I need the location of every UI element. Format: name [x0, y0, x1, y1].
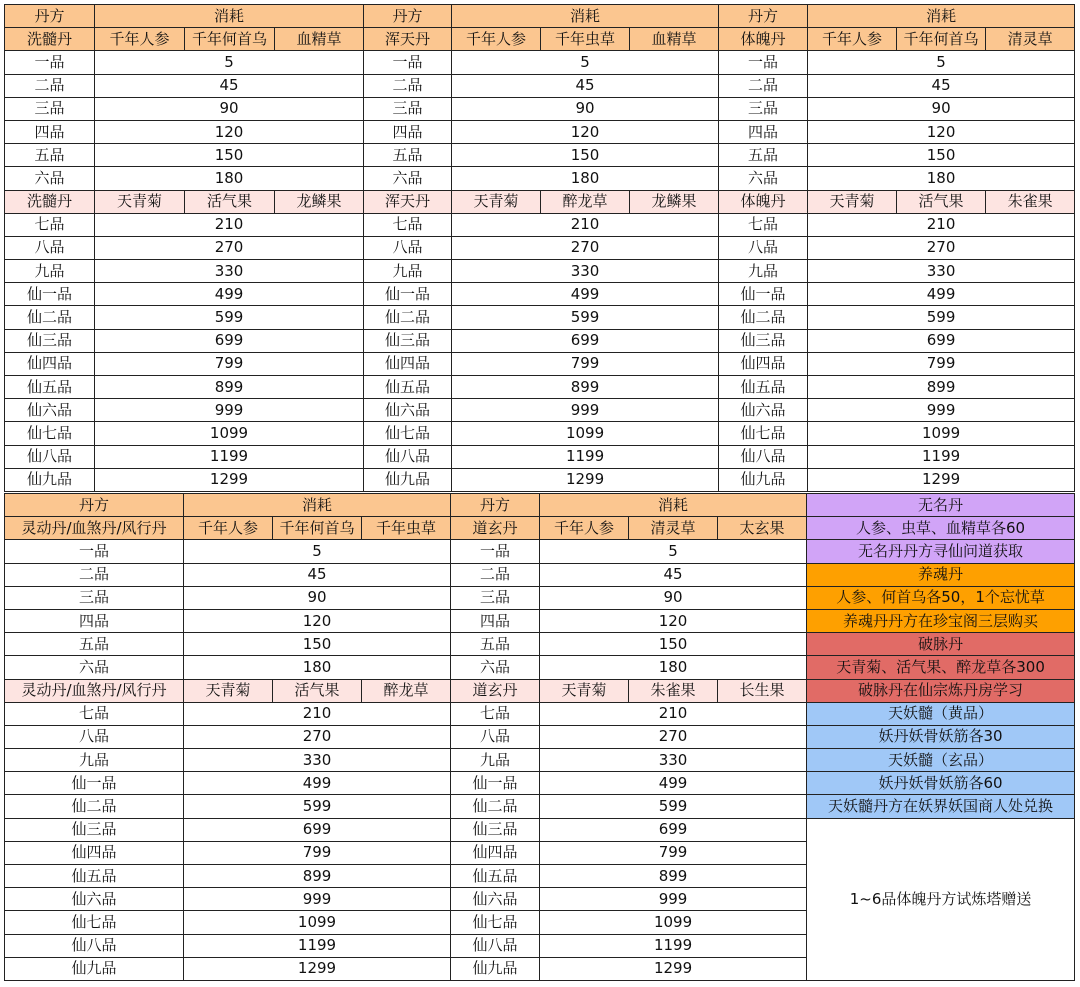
side-note: 妖丹妖骨妖筋各60: [807, 772, 1075, 795]
grade-cell: 仙三品: [719, 329, 808, 352]
cost-cell: 799: [808, 352, 1075, 375]
cost-cell: 45: [452, 74, 719, 97]
cost-cell: 599: [452, 306, 719, 329]
column-header-recipe: 丹方: [451, 494, 540, 517]
grade-cell: 仙八品: [5, 934, 184, 957]
side-note: 天妖髓丹方在妖界妖国商人处兑换: [807, 795, 1075, 818]
cost-cell: 330: [808, 260, 1075, 283]
cost-cell: 799: [95, 352, 364, 375]
grade-cell: 五品: [5, 144, 95, 167]
grade-cell: 仙八品: [451, 934, 540, 957]
grade-cell: 八品: [5, 725, 184, 748]
table-row: [5, 795, 1075, 818]
cost-cell: 45: [95, 74, 364, 97]
table-row: [5, 260, 1075, 283]
grade-cell: 仙二品: [364, 306, 452, 329]
grade-cell: 四品: [719, 120, 808, 143]
cost-cell: 1099: [184, 911, 451, 934]
grade-cell: 仙七品: [451, 911, 540, 934]
grade-cell: 七品: [5, 213, 95, 236]
ingredient-name: 天青菊: [95, 190, 185, 213]
grade-cell: 仙九品: [719, 468, 808, 491]
side-note: 人参、何首乌各50，1个忘忧草: [807, 586, 1075, 609]
table-row: [5, 283, 1075, 306]
header-row: [5, 494, 1075, 517]
cost-cell: 150: [808, 144, 1075, 167]
grade-cell: 仙九品: [451, 957, 540, 980]
cost-cell: 1299: [95, 468, 364, 491]
grade-cell: 八品: [364, 236, 452, 259]
cost-cell: 120: [184, 609, 451, 632]
recipe-name: 灵动丹/血煞丹/风行丹: [5, 679, 184, 702]
cost-cell: 599: [540, 795, 807, 818]
side-note: 人参、虫草、血精草各60: [807, 517, 1075, 540]
cost-cell: 599: [808, 306, 1075, 329]
side-note: 天青菊、活气果、醉龙草各300: [807, 656, 1075, 679]
grade-cell: 仙三品: [5, 818, 184, 841]
grade-cell: 七品: [451, 702, 540, 725]
ingredient-name: 千年虫草: [362, 517, 451, 540]
cost-cell: 180: [184, 656, 451, 679]
table-row: [5, 167, 1075, 190]
grade-cell: 九品: [451, 749, 540, 772]
side-note: 天妖髓（黄品）: [807, 702, 1075, 725]
grade-cell: 四品: [451, 609, 540, 632]
grade-cell: 仙六品: [5, 399, 95, 422]
cost-cell: 210: [808, 213, 1075, 236]
table-row: [5, 120, 1075, 143]
cost-cell: 210: [452, 213, 719, 236]
grade-cell: 仙三品: [5, 329, 95, 352]
side-note: 养魂丹丹方在珍宝阁三层购买: [807, 609, 1075, 632]
grade-cell: 一品: [364, 51, 452, 74]
grade-cell: 二品: [364, 74, 452, 97]
cost-cell: 90: [95, 97, 364, 120]
ingredient-row: [5, 28, 1075, 51]
ingredient-name: 千年人参: [95, 28, 185, 51]
column-header-cost: 消耗: [184, 494, 451, 517]
bottom-recipe-table: [4, 493, 1075, 981]
side-note: 破脉丹在仙宗炼丹房学习: [807, 679, 1075, 702]
recipe-name: 体魄丹: [719, 28, 808, 51]
ingredient-name: 太玄果: [718, 517, 807, 540]
column-header-recipe: 丹方: [719, 5, 808, 28]
column-header-cost: 消耗: [452, 5, 719, 28]
ingredient-name: 血精草: [275, 28, 364, 51]
recipe-name: 洗髓丹: [5, 190, 95, 213]
grade-cell: 七品: [5, 702, 184, 725]
cost-cell: 1199: [452, 445, 719, 468]
cost-cell: 999: [452, 399, 719, 422]
grade-cell: 七品: [364, 213, 452, 236]
cost-cell: 899: [452, 376, 719, 399]
ingredient-name: 醉龙草: [362, 679, 451, 702]
grade-cell: 八品: [719, 236, 808, 259]
grade-cell: 仙二品: [5, 306, 95, 329]
cost-cell: 999: [184, 888, 451, 911]
table-row: [5, 306, 1075, 329]
grade-cell: 仙三品: [364, 329, 452, 352]
cost-cell: 899: [540, 865, 807, 888]
cost-cell: 999: [540, 888, 807, 911]
table-row: [5, 656, 1075, 679]
side-note: 天妖髓（玄品）: [807, 749, 1075, 772]
ingredient-name: 天青菊: [184, 679, 273, 702]
grade-cell: 六品: [5, 167, 95, 190]
ingredient-name: 清灵草: [986, 28, 1075, 51]
cost-cell: 330: [184, 749, 451, 772]
cost-cell: 45: [540, 563, 807, 586]
cost-cell: 599: [184, 795, 451, 818]
cost-cell: 5: [540, 540, 807, 563]
grade-cell: 九品: [364, 260, 452, 283]
ingredient-name: 醉龙草: [541, 190, 630, 213]
cost-cell: 150: [540, 633, 807, 656]
cost-cell: 5: [184, 540, 451, 563]
cost-cell: 699: [452, 329, 719, 352]
recipe-name: 体魄丹: [719, 190, 808, 213]
cost-cell: 330: [452, 260, 719, 283]
cost-cell: 1099: [452, 422, 719, 445]
cost-cell: 120: [540, 609, 807, 632]
recipe-name: 灵动丹/血煞丹/风行丹: [5, 517, 184, 540]
ingredient-name: 龙鳞果: [275, 190, 364, 213]
grade-cell: 三品: [5, 97, 95, 120]
cost-cell: 799: [540, 841, 807, 864]
grade-cell: 仙五品: [364, 376, 452, 399]
grade-cell: 八品: [5, 236, 95, 259]
footer-note: 1~6品体魄丹方试炼塔赠送: [807, 818, 1075, 980]
grade-cell: 八品: [451, 725, 540, 748]
table-row: [5, 236, 1075, 259]
cost-cell: 1199: [95, 445, 364, 468]
grade-cell: 三品: [5, 586, 184, 609]
grade-cell: 仙二品: [5, 795, 184, 818]
cost-cell: 120: [95, 120, 364, 143]
ingredient-row: [5, 190, 1075, 213]
ingredient-name: 千年何首乌: [185, 28, 275, 51]
header-row: [5, 5, 1075, 28]
ingredient-name: 千年虫草: [541, 28, 630, 51]
grade-cell: 九品: [5, 260, 95, 283]
grade-cell: 仙六品: [364, 399, 452, 422]
cost-cell: 270: [808, 236, 1075, 259]
cost-cell: 1199: [540, 934, 807, 957]
cost-cell: 270: [540, 725, 807, 748]
cost-cell: 270: [95, 236, 364, 259]
cost-cell: 210: [184, 702, 451, 725]
cost-cell: 699: [184, 818, 451, 841]
cost-cell: 999: [95, 399, 364, 422]
recipe-name: 浑天丹: [364, 28, 452, 51]
grade-cell: 仙二品: [719, 306, 808, 329]
ingredient-name: 清灵草: [629, 517, 718, 540]
ingredient-name: 千年人参: [808, 28, 897, 51]
grade-cell: 仙九品: [5, 957, 184, 980]
ingredient-name: 天青菊: [452, 190, 541, 213]
grade-cell: 一品: [719, 51, 808, 74]
grade-cell: 仙四品: [5, 841, 184, 864]
cost-cell: 1199: [808, 445, 1075, 468]
table-row: [5, 725, 1075, 748]
table-row: [5, 540, 1075, 563]
grade-cell: 仙二品: [451, 795, 540, 818]
cost-cell: 270: [452, 236, 719, 259]
ingredient-name: 千年人参: [452, 28, 541, 51]
column-header-recipe: 丹方: [5, 5, 95, 28]
grade-cell: 仙七品: [364, 422, 452, 445]
cost-cell: 599: [95, 306, 364, 329]
cost-cell: 45: [808, 74, 1075, 97]
cost-cell: 90: [452, 97, 719, 120]
ingredient-name: 天青菊: [540, 679, 629, 702]
ingredient-name: 龙鳞果: [630, 190, 719, 213]
ingredient-name: 千年人参: [184, 517, 273, 540]
ingredient-name: 活气果: [897, 190, 986, 213]
table-row: [5, 563, 1075, 586]
cost-cell: 120: [808, 120, 1075, 143]
grade-cell: 仙五品: [5, 865, 184, 888]
cost-cell: 499: [184, 772, 451, 795]
cost-cell: 899: [95, 376, 364, 399]
grade-cell: 仙八品: [719, 445, 808, 468]
grade-cell: 仙三品: [451, 818, 540, 841]
grade-cell: 仙四品: [5, 352, 95, 375]
cost-cell: 799: [452, 352, 719, 375]
table-row: [5, 609, 1075, 632]
side-note: 养魂丹: [807, 563, 1075, 586]
cost-cell: 499: [95, 283, 364, 306]
cost-cell: 180: [808, 167, 1075, 190]
table-row: [5, 586, 1075, 609]
cost-cell: 1199: [184, 934, 451, 957]
cost-cell: 5: [452, 51, 719, 74]
side-note: 无名丹: [807, 494, 1075, 517]
table-row: [5, 74, 1075, 97]
ingredient-name: 活气果: [185, 190, 275, 213]
table-row: [5, 633, 1075, 656]
recipe-name: 浑天丹: [364, 190, 452, 213]
grade-cell: 仙八品: [5, 445, 95, 468]
grade-cell: 六品: [451, 656, 540, 679]
table-row: [5, 97, 1075, 120]
grade-cell: 仙六品: [5, 888, 184, 911]
cost-cell: 5: [808, 51, 1075, 74]
recipe-name: 道玄丹: [451, 679, 540, 702]
cost-cell: 150: [184, 633, 451, 656]
grade-cell: 四品: [364, 120, 452, 143]
ingredient-name: 千年何首乌: [897, 28, 986, 51]
cost-cell: 180: [452, 167, 719, 190]
cost-cell: 1299: [540, 957, 807, 980]
ingredient-name: 朱雀果: [629, 679, 718, 702]
column-header-cost: 消耗: [808, 5, 1075, 28]
column-header-cost: 消耗: [95, 5, 364, 28]
grade-cell: 六品: [719, 167, 808, 190]
grade-cell: 一品: [5, 540, 184, 563]
grade-cell: 仙七品: [719, 422, 808, 445]
table-row: [5, 376, 1075, 399]
grade-cell: 九品: [719, 260, 808, 283]
ingredient-name: 活气果: [273, 679, 362, 702]
grade-cell: 仙一品: [451, 772, 540, 795]
grade-cell: 仙五品: [719, 376, 808, 399]
cost-cell: 90: [184, 586, 451, 609]
table-row: [5, 772, 1075, 795]
grade-cell: 仙六品: [719, 399, 808, 422]
cost-cell: 999: [808, 399, 1075, 422]
cost-cell: 799: [184, 841, 451, 864]
grade-cell: 六品: [5, 656, 184, 679]
grade-cell: 仙四品: [364, 352, 452, 375]
top-recipe-table: [4, 4, 1075, 492]
cost-cell: 180: [540, 656, 807, 679]
grade-cell: 一品: [451, 540, 540, 563]
cost-cell: 270: [184, 725, 451, 748]
recipe-name: 洗髓丹: [5, 28, 95, 51]
table-row: [5, 749, 1075, 772]
ingredient-name: 朱雀果: [986, 190, 1075, 213]
grade-cell: 仙八品: [364, 445, 452, 468]
ingredient-name: 长生果: [718, 679, 807, 702]
grade-cell: 仙五品: [5, 376, 95, 399]
side-note: 破脉丹: [807, 633, 1075, 656]
grade-cell: 仙一品: [5, 772, 184, 795]
cost-cell: 699: [95, 329, 364, 352]
table-row: [5, 399, 1075, 422]
side-note: 妖丹妖骨妖筋各30: [807, 725, 1075, 748]
ingredient-name: 千年何首乌: [273, 517, 362, 540]
grade-cell: 三品: [364, 97, 452, 120]
grade-cell: 二品: [5, 563, 184, 586]
grade-cell: 三品: [451, 586, 540, 609]
cost-cell: 1099: [540, 911, 807, 934]
cost-cell: 899: [808, 376, 1075, 399]
cost-cell: 1299: [808, 468, 1075, 491]
grade-cell: 仙九品: [364, 468, 452, 491]
grade-cell: 九品: [5, 749, 184, 772]
grade-cell: 仙七品: [5, 911, 184, 934]
table-row: [5, 51, 1075, 74]
recipe-name: 道玄丹: [451, 517, 540, 540]
table-row: [5, 818, 1075, 841]
grade-cell: 仙一品: [364, 283, 452, 306]
ingredient-name: 血精草: [630, 28, 719, 51]
grade-cell: 二品: [451, 563, 540, 586]
cost-cell: 90: [540, 586, 807, 609]
grade-cell: 四品: [5, 609, 184, 632]
cost-cell: 1099: [95, 422, 364, 445]
column-header-recipe: 丹方: [364, 5, 452, 28]
table-row: [5, 329, 1075, 352]
table-row: [5, 445, 1075, 468]
ingredient-row: [5, 679, 1075, 702]
cost-cell: 499: [540, 772, 807, 795]
grade-cell: 仙四品: [451, 841, 540, 864]
grade-cell: 七品: [719, 213, 808, 236]
grade-cell: 四品: [5, 120, 95, 143]
cost-cell: 180: [95, 167, 364, 190]
grade-cell: 仙四品: [719, 352, 808, 375]
table-row: [5, 213, 1075, 236]
table-row: [5, 422, 1075, 445]
ingredient-name: 天青菊: [808, 190, 897, 213]
cost-cell: 1099: [808, 422, 1075, 445]
cost-cell: 330: [95, 260, 364, 283]
cost-cell: 150: [452, 144, 719, 167]
table-row: [5, 144, 1075, 167]
grade-cell: 二品: [5, 74, 95, 97]
cost-cell: 210: [540, 702, 807, 725]
ingredient-row: [5, 517, 1075, 540]
grade-cell: 一品: [5, 51, 95, 74]
cost-cell: 5: [95, 51, 364, 74]
table-row: [5, 702, 1075, 725]
cost-cell: 45: [184, 563, 451, 586]
cost-cell: 899: [184, 865, 451, 888]
cost-cell: 699: [808, 329, 1075, 352]
cost-cell: 150: [95, 144, 364, 167]
cost-cell: 120: [452, 120, 719, 143]
grade-cell: 五品: [5, 633, 184, 656]
side-note: 无名丹丹方寻仙问道获取: [807, 540, 1075, 563]
grade-cell: 五品: [719, 144, 808, 167]
grade-cell: 五品: [451, 633, 540, 656]
cost-cell: 90: [808, 97, 1075, 120]
grade-cell: 五品: [364, 144, 452, 167]
grade-cell: 六品: [364, 167, 452, 190]
cost-cell: 499: [452, 283, 719, 306]
grade-cell: 仙六品: [451, 888, 540, 911]
grade-cell: 仙九品: [5, 468, 95, 491]
table-row: [5, 352, 1075, 375]
column-header-cost: 消耗: [540, 494, 807, 517]
grade-cell: 仙一品: [719, 283, 808, 306]
table-row: [5, 468, 1075, 491]
cost-cell: 330: [540, 749, 807, 772]
grade-cell: 仙五品: [451, 865, 540, 888]
cost-cell: 210: [95, 213, 364, 236]
grade-cell: 仙七品: [5, 422, 95, 445]
grade-cell: 仙一品: [5, 283, 95, 306]
grade-cell: 二品: [719, 74, 808, 97]
cost-cell: 699: [540, 818, 807, 841]
ingredient-name: 千年人参: [540, 517, 629, 540]
cost-cell: 499: [808, 283, 1075, 306]
cost-cell: 1299: [452, 468, 719, 491]
cost-cell: 1299: [184, 957, 451, 980]
column-header-recipe: 丹方: [5, 494, 184, 517]
grade-cell: 三品: [719, 97, 808, 120]
